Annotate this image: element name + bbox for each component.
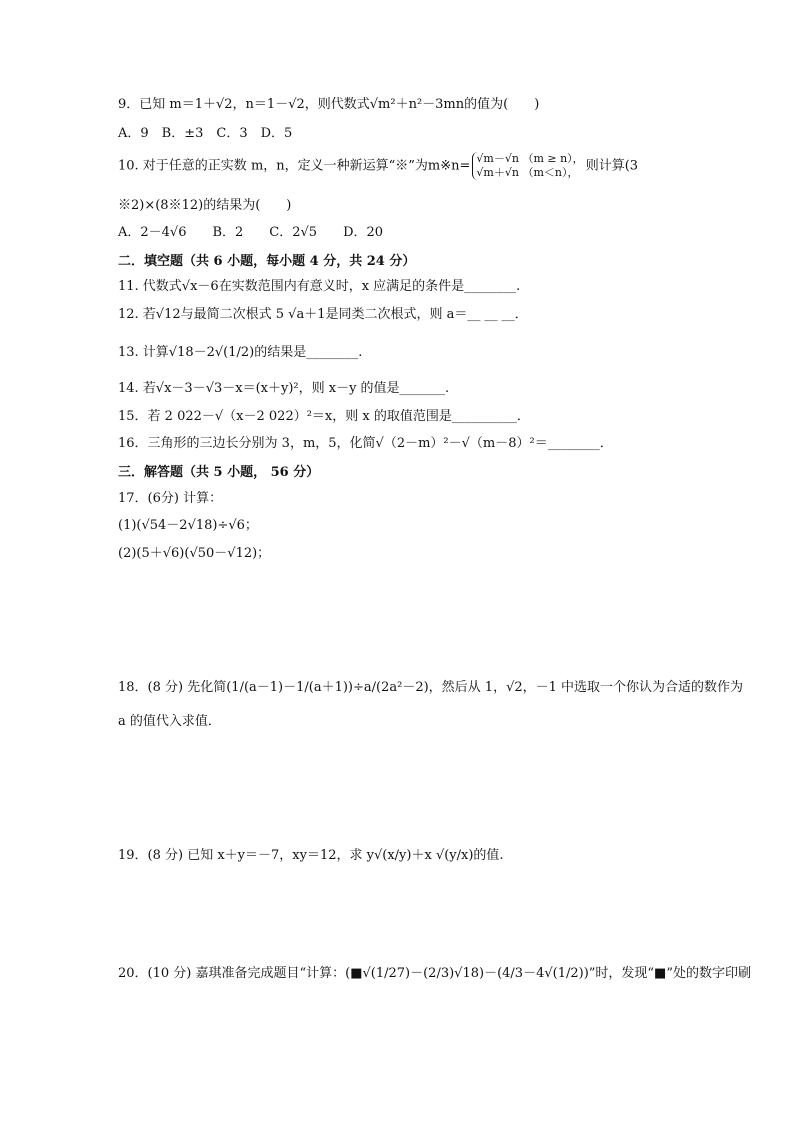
q18-line1: 18．(8 分) 先化简(1/(a－1)－1/(a＋1))÷a/(2a²－2)，然后从 1，√2，－1 中选取一个你认为合适的数作为	[118, 680, 744, 695]
q15: 15．若 2 022－√（x－2 022）²＝x，则 x 的取值范围是__________．	[118, 409, 530, 424]
q10-options: A．2－4√6 B．2 C．2√5 D．20	[118, 225, 384, 240]
q17-part2: (2)(5＋√6)(√50－√12)；	[118, 546, 271, 561]
section3-heading: 三．解答题（共 5 小题， 56 分）	[118, 465, 320, 480]
q10-piecewise	[472, 152, 583, 180]
q20: 20．(10 分) 嘉琪准备完成题目“计算：(■√(1/27)－(2/3)√18)－(4/3－4√(1/2))”时，发现“■”处的数字印刷	[118, 966, 751, 981]
q17-stem: 17．(6分) 计算：	[118, 491, 223, 506]
q10-case1: √m－√n （m ≥ n），	[476, 152, 584, 165]
q10-line1	[118, 152, 638, 180]
q9-options: A．9 B．±3 C．3 D．5	[118, 126, 293, 141]
q11: 11. 代数式√x－6在实数范围内有意义时，x 应满足的条件是________.	[118, 279, 521, 294]
q18-line2: a 的值代入求值．	[118, 714, 221, 729]
q16: 16．三角形的三边长分别为 3，m，5，化简√（2－m）²－√（m－8）²＝________．	[118, 436, 613, 451]
q10-case2: √m＋√n （m＜n），	[476, 165, 579, 179]
q12: 12. 若√12与最简二次根式 5 √a＋1是同类二次根式，则 a＝__ __ __．	[118, 307, 528, 322]
q13: 13. 计算√18－2√(1/2)的结果是________.	[118, 345, 363, 360]
q19: 19．(8 分) 已知 x＋y＝－7，xy＝12，求 y√(x/y)＋x √(y/x)的值.	[118, 848, 504, 863]
q17-part1: (1)(√54－2√18)÷√6；	[118, 518, 258, 533]
q10-stem-c: ※2)×(8※12)的结果为( )	[118, 198, 292, 213]
q10-stem-a: 10. 对于任意的正实数 m，n，定义一种新运算“※”为m※n=	[118, 158, 471, 174]
section2-heading: 二．填空题（共 6 小题，每小题 4 分，共 24 分）	[118, 254, 416, 269]
q10-stem-b: 则计算(3	[585, 158, 639, 174]
q9-stem: 9．已知 m＝1＋√2，n＝1－√2，则代数式√m²＋n²－3mn的值为( )	[118, 97, 540, 112]
q14: 14. 若√x－3－√3－x＝(x＋y)²，则 x－y 的值是_______.	[118, 381, 450, 396]
